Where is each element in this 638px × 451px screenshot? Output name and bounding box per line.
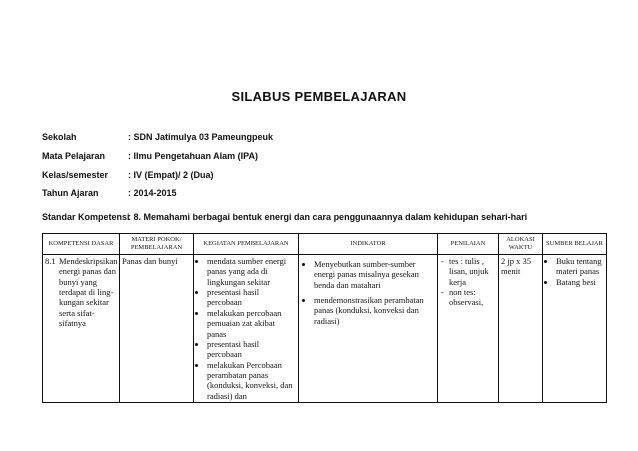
header-sumber-belajar: SUMBER BELAJAR bbox=[543, 234, 607, 255]
cell-alokasi-waktu: 2 jp x 35 menit bbox=[499, 255, 543, 403]
info-value: : SDN Jatimulya 03 Pameungpeuk bbox=[128, 132, 274, 142]
info-value: : Ilmu Pengetahuan Alam (IPA) bbox=[128, 151, 259, 161]
list-item: • mendata sumber energi panas yang ada di lingkungan sekitar bbox=[207, 256, 296, 287]
info-value: : 2014-2015 bbox=[128, 188, 177, 198]
list-item: • melakukan percobaan pemuaian zat akibat panas bbox=[207, 308, 296, 339]
table-row bbox=[43, 255, 607, 403]
header-alokasi-waktu: ALOKASI WAKTU bbox=[499, 234, 543, 255]
cell-kegiatan-pembelajaran bbox=[194, 255, 299, 403]
list-item: • presentasi hasil percobaan bbox=[207, 287, 296, 308]
cell-materi-pokok: Panas dan bunyi bbox=[120, 255, 194, 403]
standar-label: Standar Kompetensi bbox=[42, 212, 130, 222]
list-item: • Batang besi bbox=[556, 277, 604, 287]
list-item: • presentasi hasil percobaan bbox=[207, 339, 296, 360]
list-item: • mendemonstrasikan perambatan panas (konduksi, konveksi dan radiasi) bbox=[314, 295, 435, 326]
kd-number: 8.1 bbox=[45, 256, 56, 266]
indikator-list bbox=[303, 259, 435, 326]
cell-sumber-belajar bbox=[543, 255, 607, 403]
list-item: - non tes: observasi, bbox=[449, 287, 496, 308]
document-title: SILABUS PEMBELAJARAN bbox=[231, 89, 407, 104]
penilaian-list bbox=[440, 256, 496, 308]
cell-indikator bbox=[299, 255, 438, 403]
kegiatan-list bbox=[196, 256, 296, 401]
header-indikator: INDIKATOR bbox=[299, 234, 438, 255]
sumber-list bbox=[545, 256, 604, 287]
header-kompetensi-dasar: KOMPETENSI DASAR bbox=[43, 234, 120, 255]
standar-value: : 8. Memahami berbagai bentuk energi dan cara penggunaannya dalam kehidupan sehari-hari bbox=[128, 212, 528, 222]
list-item: • melakukan Percobaan perambatan panas (konduksi, konveksi, dan radiasi) dan bbox=[207, 360, 296, 401]
list-item: • Menyebutkan sumber-sumber energi panas misalnya gesekan benda dan matahari bbox=[314, 259, 435, 290]
header-kegiatan-pembelajaran: KEGIATAN PEMBELAJARAN bbox=[194, 234, 299, 255]
list-item: • Buku tentang materi panas bbox=[556, 256, 604, 277]
info-label: Tahun Ajaran bbox=[42, 188, 99, 198]
info-label: Mata Pelajaran bbox=[42, 151, 106, 161]
info-value: : IV (Empat)/ 2 (Dua) bbox=[128, 170, 214, 180]
info-label: Sekolah bbox=[42, 132, 77, 142]
cell-penilaian bbox=[438, 255, 499, 403]
table-header-row bbox=[43, 234, 607, 255]
kd-item bbox=[45, 256, 117, 329]
silabus-table bbox=[42, 233, 607, 403]
kd-text: Mendeskripsikan energi panas dan bunyi yang terdapat di ling-kungan sekitar serta sifat-sifatnya bbox=[59, 256, 118, 329]
info-label: Kelas/semester bbox=[42, 170, 109, 180]
header-materi-pokok: MATERI POKOK/ PEMBELAJARAN bbox=[120, 234, 194, 255]
header-penilaian: PENILAIAN bbox=[438, 234, 499, 255]
list-item: - tes : tulis , lisan, unjuk kerja bbox=[449, 256, 496, 287]
cell-kompetensi-dasar bbox=[43, 255, 120, 403]
